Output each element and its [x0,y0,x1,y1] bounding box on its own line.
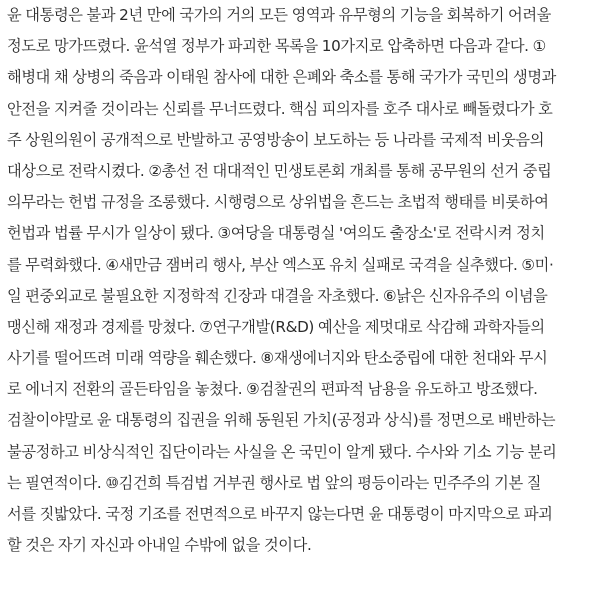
text-line: 검찰이야말로 윤 대통령의 집권을 위해 동원된 가치(공정과 상식)를 정면으로 배반하는 [7,411,556,430]
text-line: 서를 짓밟았다. 국정 기조를 전면적으로 바꾸지 않는다면 윤 대통령이 마지막으로 파괴 [7,505,553,523]
text-line: 로 에너지 전환의 골든타임을 놓쳤다. ⑨검찰권의 편파적 남용을 유도하고 방조했다. [7,380,538,399]
text-line: 일 편중외교로 불필요한 지정학적 긴장과 대결을 자초했다. ⑥낡은 신자유주의 이념을 [7,286,548,305]
text-line: 해병대 채 상병의 죽음과 이태원 참사에 대한 은폐와 축소를 통해 국가가 국민의 생명과 [7,68,556,87]
text-line: 는 필연적이다. ⑩김건희 특검법 거부권 행사로 법 앞의 평등이라는 민주주의 기본 질 [7,473,542,492]
text-line: 할 것은 자기 자신과 아내일 수밖에 없을 것이다. [7,536,312,555]
text-line: 윤 대통령은 불과 2년 만에 국가의 거의 모든 영역과 유무형의 기능을 회복하기 어려울 [7,6,551,24]
text-line: 안전을 지켜줄 것이라는 신뢰를 무너뜨렸다. 핵심 피의자를 호주 대사로 빼돌렸다가 호 [7,99,553,118]
article-body [7,0,590,561]
text-line: 헌법과 법률 무시가 일상이 됐다. ③여당을 대통령실 '여의도 출장소'로 전락시켜 정치 [7,224,545,243]
text-line: 주 상원의원이 공개적으로 반발하고 공영방송이 보도하는 등 나라를 국제적 비웃음의 [7,130,545,149]
text-line: 를 무력화했다. ④새만금 잼버리 행사, 부산 엑스포 유치 실패로 국격을 실추했다. ⑤미· [7,255,554,274]
text-line: 의무라는 헌법 규정을 조롱했다. 시행령으로 상위법을 흔드는 초법적 행태를 비롯하여 [7,193,549,212]
text-line: 정도로 망가뜨렸다. 윤석열 정부가 파괴한 목록을 10가지로 압축하면 다음과 같다. ① [7,37,546,56]
text-line: 불공정하고 비상식적인 집단이라는 사실을 온 국민이 알게 됐다. 수사와 기소 기능 분리 [7,442,557,461]
text-line: 사기를 떨어뜨려 미래 역량을 훼손했다. ⑧재생에너지와 탄소중립에 대한 천대와 무시 [7,349,548,368]
text-line: 맹신해 재정과 경제를 망쳤다. ⑦연구개발(R&D) 예산을 제멋대로 삭감해 과학자들의 [7,317,545,336]
text-line: 대상으로 전락시켰다. ②총선 전 대대적인 민생토론회 개최를 통해 공무원의 선거 중립 [7,161,552,180]
